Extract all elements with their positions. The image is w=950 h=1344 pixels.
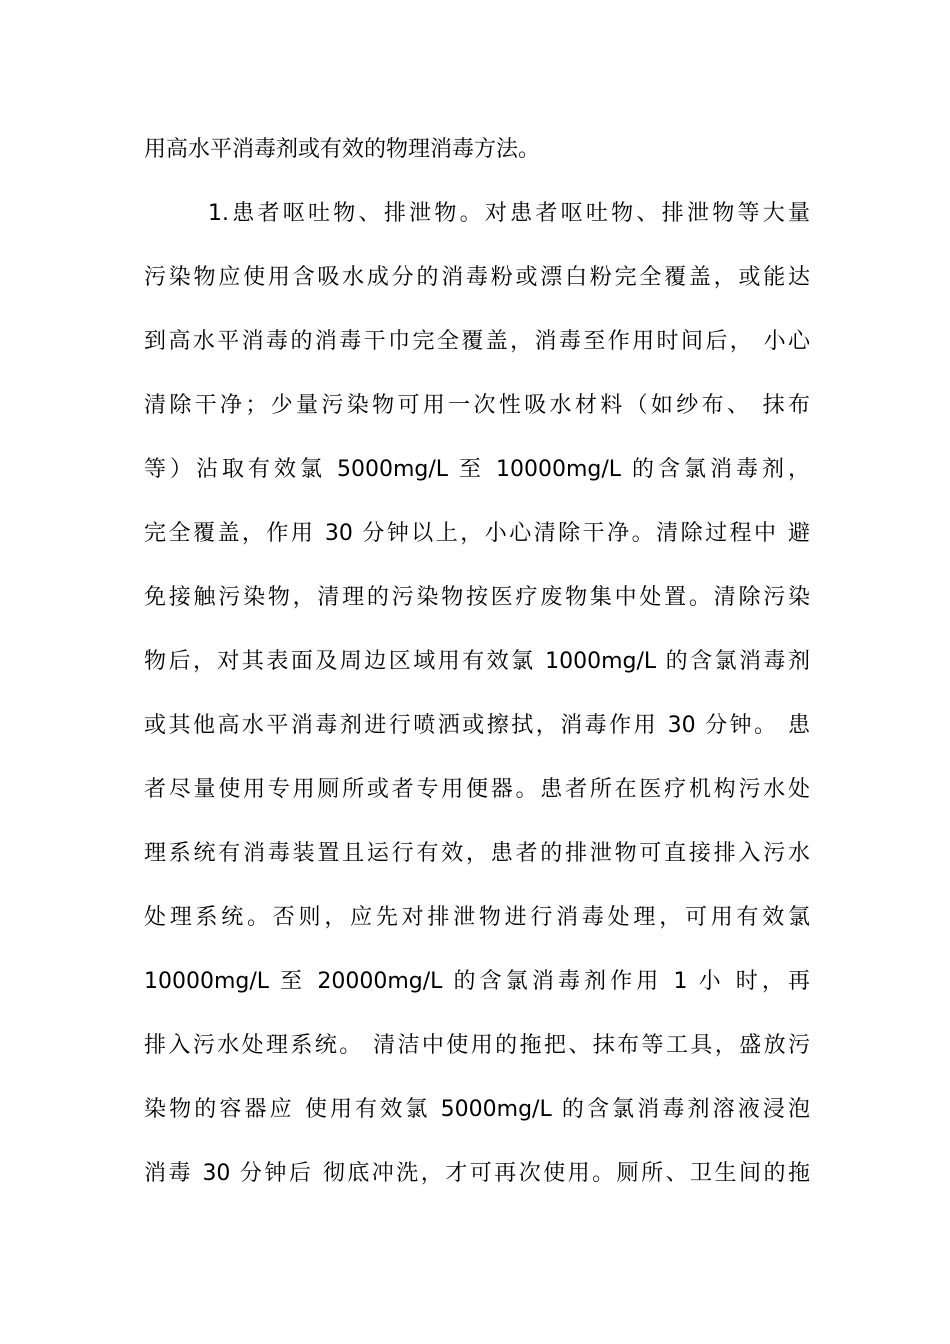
text-line-7: 完全覆盖，作用 30 分钟以上，小心清除干净。清除过程中 避 [144, 521, 810, 546]
text-line-13: 处理系统。否则，应先对排泄物进行消毒处理，可用有效氯 [144, 905, 810, 930]
text-line-16: 染物的容器应 使用有效氯 5000mg/L 的含氯消毒剂溶液浸泡 [144, 1097, 810, 1122]
text-line-5: 清除干净；少量污染物可用一次性吸水材料（如纱布、 抹布 [144, 393, 810, 418]
text-line-8: 免接触污染物，清理的污染物按医疗废物集中处置。清除污染 [144, 585, 810, 610]
text-line-12: 理系统有消毒装置且运行有效，患者的排泄物可直接排入污水 [144, 841, 810, 866]
text-line-17: 消毒 30 分钟后 彻底冲洗，才可再次使用。厕所、卫生间的拖 [144, 1161, 810, 1186]
text-line-11: 者尽量使用专用厕所或者专用便器。患者所在医疗机构污水处 [144, 777, 810, 802]
text-line-1: 用高水平消毒剂或有效的物理消毒方法。 [144, 137, 541, 162]
text-line-10: 或其他高水平消毒剂进行喷洒或擦拭，消毒作用 30 分钟。 患 [144, 713, 810, 738]
text-line-6: 等）沾取有效氯 5000mg/L 至 10000mg/L 的含氯消毒剂， [144, 457, 810, 482]
text-line-3: 污染物应使用含吸水成分的消毒粉或漂白粉完全覆盖，或能达 [144, 265, 810, 290]
text-line-15: 排入污水处理系统。 清洁中使用的拖把、抹布等工具，盛放污 [144, 1033, 810, 1058]
text-line-4: 到高水平消毒的消毒干巾完全覆盖，消毒至作用时间后， 小心 [144, 329, 810, 354]
text-line-9: 物后，对其表面及周边区域用有效氯 1000mg/L 的含氯消毒剂 [144, 649, 810, 674]
text-line-14: 10000mg/L 至 20000mg/L 的含氯消毒剂作用 1 小 时，再 [144, 969, 810, 994]
text-line-2: 1.患者呕吐物、排泄物。对患者呕吐物、排泄物等大量 [208, 201, 810, 226]
